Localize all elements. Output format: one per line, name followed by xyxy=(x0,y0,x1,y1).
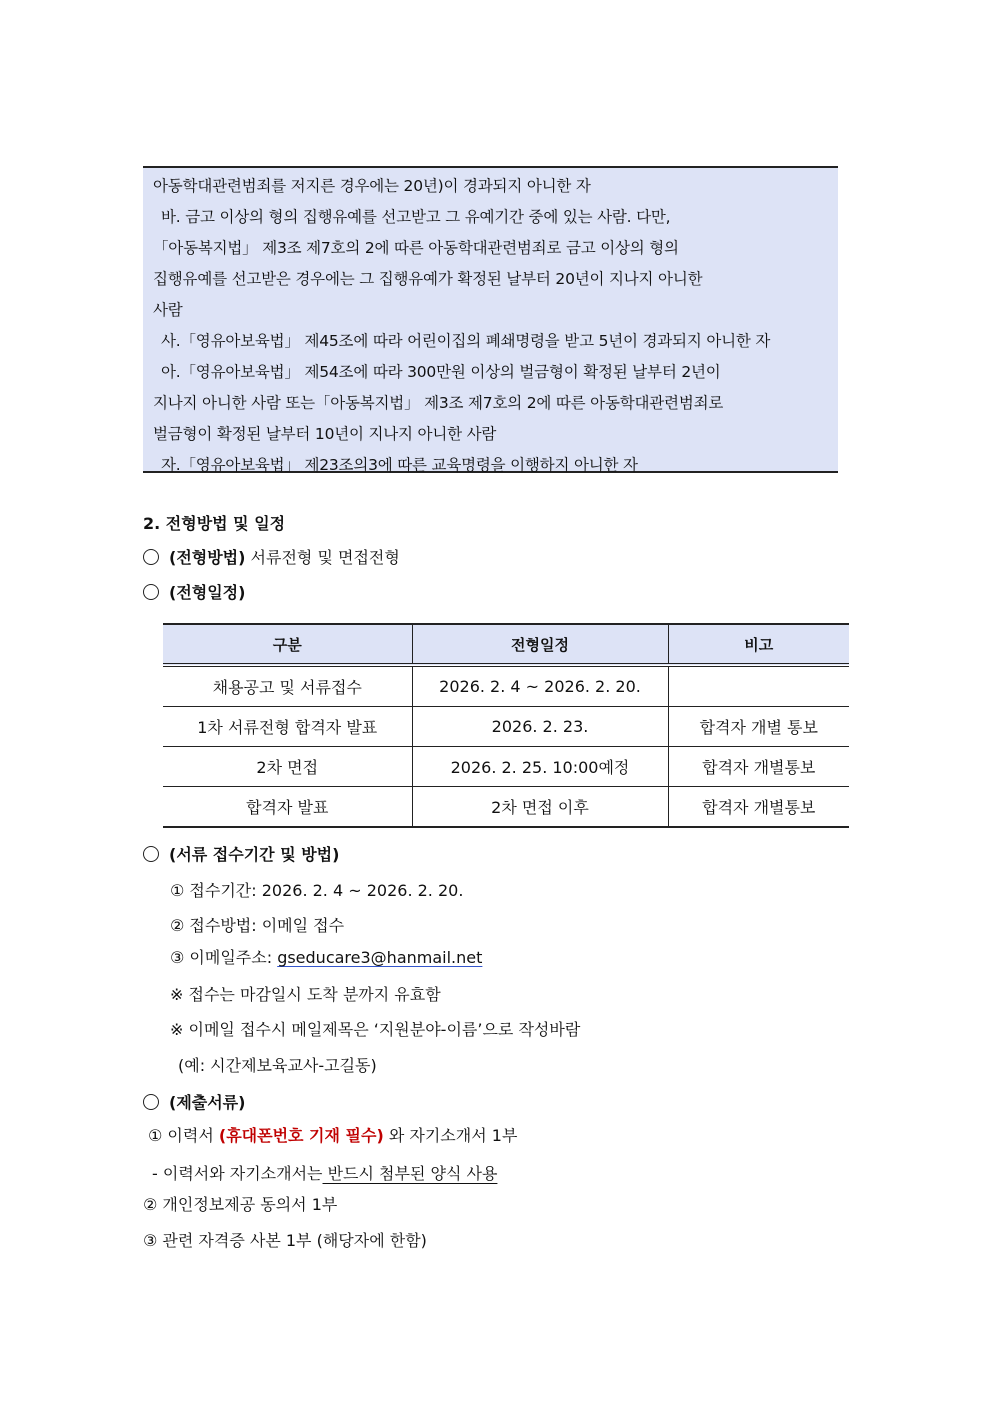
application-email xyxy=(170,945,482,968)
document-item-3: ③ 관련 자격증 사본 1부 (해당자에 한함) xyxy=(143,1231,427,1250)
schedule-label: (전형일정) xyxy=(169,583,246,602)
method-text: 서류전형 및 면접전형 xyxy=(245,548,400,567)
circle-bullet-icon xyxy=(143,846,159,862)
note-prefix: - 이력서와 자기소개서는 xyxy=(152,1164,323,1183)
notice-line: 「아동복지법」 제3조 제7호의 2에 따른 아동학대관련범죄로 금고 이상의 형의 xyxy=(153,239,679,257)
notice-line: 지나지 아니한 사람 또는「아동복지법」 제3조 제7호의 2에 따른 아동학대관련범죄로 xyxy=(153,394,724,412)
schedule-table xyxy=(163,623,849,828)
selection-method xyxy=(143,545,400,568)
table-cell: 2차 면접 xyxy=(163,747,412,787)
header-category: 구분 xyxy=(163,624,412,665)
disqualification-notice-box xyxy=(143,166,838,473)
notice-line: 벌금형이 확정된 날부터 10년이 지나지 아니한 사람 xyxy=(153,425,497,443)
table-cell: 합격자 개별통보 xyxy=(668,787,849,828)
application-method: ② 접수방법: 이메일 접수 xyxy=(170,916,345,935)
application-label: (서류 접수기간 및 방법) xyxy=(169,845,340,864)
application-period: ① 접수기간: 2026. 2. 4 ~ 2026. 2. 20. xyxy=(170,881,464,900)
documents-label: (제출서류) xyxy=(169,1093,246,1112)
notice-line: 사람 xyxy=(153,301,183,319)
email-link[interactable]: gseducare3@hanmail.net xyxy=(277,948,483,967)
application-note: ※ 이메일 접수시 메일제목은 ‘지원분야-이름’으로 작성바람 xyxy=(170,1020,581,1039)
document-item-1-required: (휴대폰번호 기재 필수) xyxy=(218,1126,384,1145)
notice-line: 자.「영유아보육법」 제23조의3에 따른 교육명령을 이행하지 아니한 자 xyxy=(161,456,638,474)
table-cell: 합격자 개별 통보 xyxy=(668,707,849,747)
table-row xyxy=(163,787,849,828)
table-header-row xyxy=(163,624,849,665)
header-schedule: 전형일정 xyxy=(412,624,668,665)
email-prefix: ③ 이메일주소: xyxy=(170,948,278,967)
method-label: (전형방법) xyxy=(169,548,246,567)
table-cell: 2026. 2. 4 ~ 2026. 2. 20. xyxy=(412,665,668,707)
table-row xyxy=(163,707,849,747)
header-remarks: 비고 xyxy=(668,624,849,665)
table-cell: 합격자 발표 xyxy=(163,787,412,828)
notice-line: 바. 금고 이상의 형의 집행유예를 선고받고 그 유예기간 중에 있는 사람. 다만, xyxy=(161,208,671,226)
table-cell: 2026. 2. 25. 10:00예정 xyxy=(412,747,668,787)
table-cell: 2026. 2. 23. xyxy=(412,707,668,747)
table-cell: 채용공고 및 서류접수 xyxy=(163,665,412,707)
circle-bullet-icon xyxy=(143,1094,159,1110)
notice-line: 집행유예를 선고받은 경우에는 그 집행유예가 확정된 날부터 20년이 지나지 아니한 xyxy=(153,270,703,288)
document-item-1-prefix: ① 이력서 xyxy=(148,1126,219,1145)
document-item-2: ② 개인정보제공 동의서 1부 xyxy=(143,1195,338,1214)
selection-schedule-heading xyxy=(143,580,245,603)
document-item-1-suffix: 와 자기소개서 1부 xyxy=(383,1126,518,1145)
notice-line: 아동학대관련범죄를 저지른 경우에는 20년)이 경과되지 아니한 자 xyxy=(153,177,591,195)
document-item-1 xyxy=(148,1123,517,1146)
table-row xyxy=(163,665,849,707)
document-item-1-note xyxy=(152,1161,497,1184)
note-underlined: 반드시 첨부된 양식 사용 xyxy=(322,1164,498,1183)
notice-line: 사.「영유아보육법」 제45조에 따라 어린이집의 폐쇄명령을 받고 5년이 경과되지 아니한 자 xyxy=(161,332,771,350)
circle-bullet-icon xyxy=(143,584,159,600)
table-cell: 2차 면접 이후 xyxy=(412,787,668,828)
table-row xyxy=(163,747,849,787)
table-cell: 합격자 개별통보 xyxy=(668,747,849,787)
application-heading xyxy=(143,842,339,865)
section-title: 2. 전형방법 및 일정 xyxy=(143,514,286,533)
application-note: ※ 접수는 마감일시 도착 분까지 유효함 xyxy=(170,985,441,1004)
table-cell xyxy=(668,665,849,707)
notice-line: 아.「영유아보육법」 제54조에 따라 300만원 이상의 벌금형이 확정된 날부터 2년이 xyxy=(161,363,721,381)
application-note-example: (예: 시간제보육교사-고길동) xyxy=(178,1056,377,1075)
table-cell: 1차 서류전형 합격자 발표 xyxy=(163,707,412,747)
circle-bullet-icon xyxy=(143,549,159,565)
documents-heading xyxy=(143,1090,245,1113)
